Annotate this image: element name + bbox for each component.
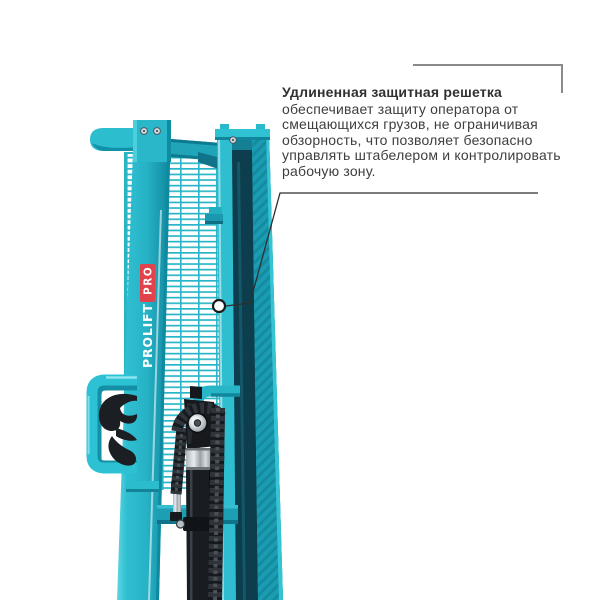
pro-badge (140, 264, 155, 302)
lift-chain-right (215, 408, 218, 600)
callout-line: управлять штабелером и контролировать (282, 147, 561, 164)
callout-text-block (282, 84, 561, 179)
callout-line: обзорность, что позволяет безопасно (282, 131, 533, 148)
pro-badge-text: PRO (142, 265, 155, 295)
callout-marker (213, 300, 225, 312)
brand-label (140, 264, 155, 368)
callout-line: рабочую зону. (282, 162, 376, 179)
callout-line: обеспечивает защиту оператора от (282, 101, 519, 117)
brand-name-text: PROLIFT (140, 303, 155, 368)
lift-chain-left (176, 428, 182, 494)
callout-title: Удлиненная защитная решетка (282, 84, 503, 100)
chain-sprocket (188, 414, 207, 433)
callout-line: смещающихся грузов, не ограничивая (282, 116, 538, 133)
